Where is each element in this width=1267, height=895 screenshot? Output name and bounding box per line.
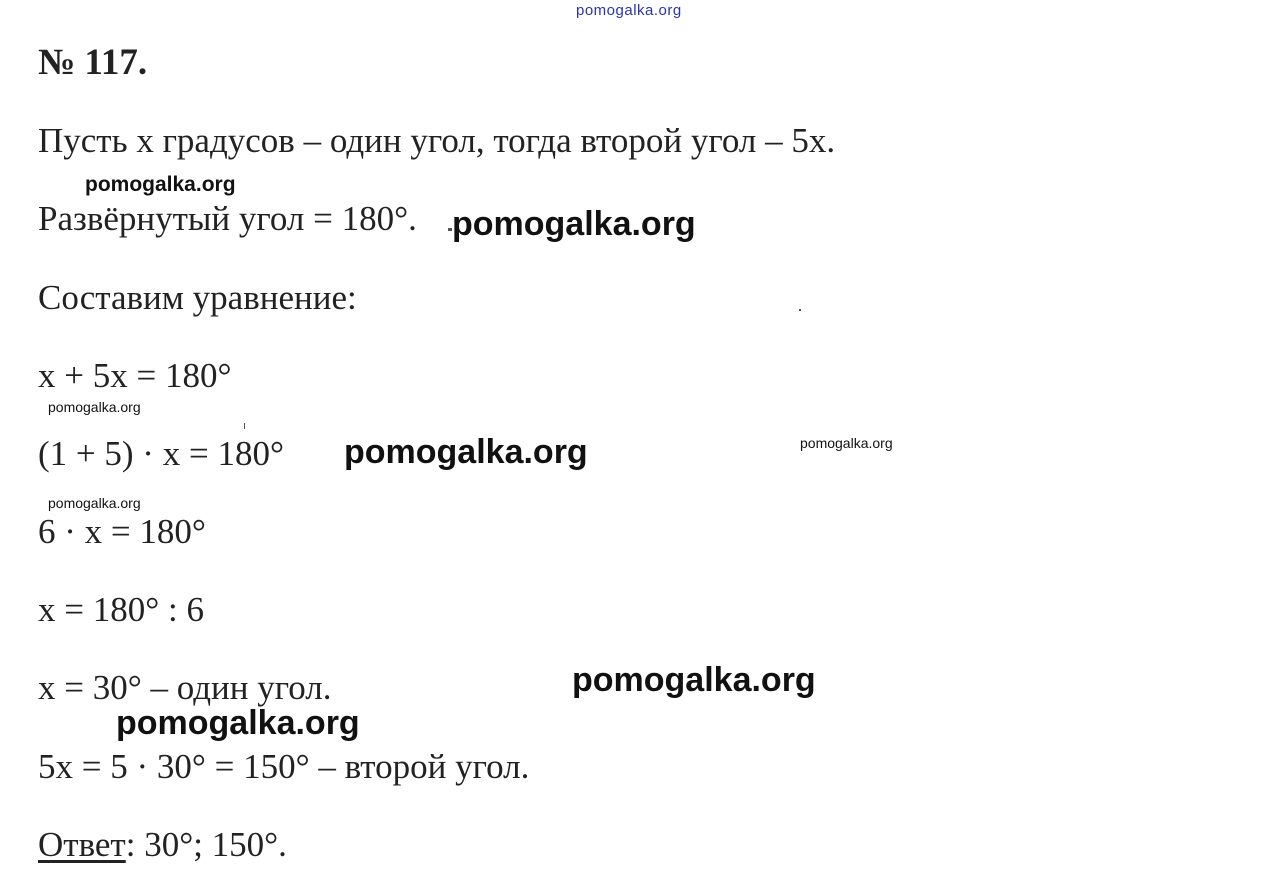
scan-artifact	[799, 309, 801, 311]
solution-line-2: Развёрнутый угол = 180°.	[38, 199, 417, 238]
solution-line-1: Пусть x градусов – один угол, тогда второй угол – 5x.	[38, 121, 836, 160]
equation-line-4: x = 180° : 6	[38, 590, 204, 629]
watermark-8: pomogalka.org	[116, 704, 360, 742]
watermark-2: pomogalka.org	[452, 205, 696, 243]
solution-line-3: Составим уравнение:	[38, 278, 357, 317]
equation-line-3: 6 · x = 180°	[38, 512, 206, 551]
watermark-1: pomogalka.org	[85, 173, 236, 196]
equation-line-2: (1 + 5) · x = 180°	[38, 434, 284, 473]
watermark-6: pomogalka.org	[48, 495, 141, 511]
answer-label: Ответ	[38, 825, 126, 864]
result-line-2: 5x = 5 · 30° = 150° – второй угол.	[38, 747, 530, 786]
result-line-1: x = 30° – один угол.	[38, 668, 332, 707]
answer-value: : 30°; 150°.	[125, 825, 287, 864]
watermark-3: pomogalka.org	[48, 399, 141, 415]
watermark-7: pomogalka.org	[572, 661, 816, 699]
equation-line-1: x + 5x = 180°	[38, 356, 232, 395]
answer-line	[38, 827, 287, 862]
top-watermark: pomogalka.org	[576, 2, 682, 19]
watermark-5: pomogalka.org	[800, 435, 893, 451]
scan-artifact	[244, 423, 245, 429]
watermark-4: pomogalka.org	[344, 433, 588, 471]
problem-title: № 117.	[38, 42, 148, 83]
scan-artifact	[448, 228, 452, 231]
